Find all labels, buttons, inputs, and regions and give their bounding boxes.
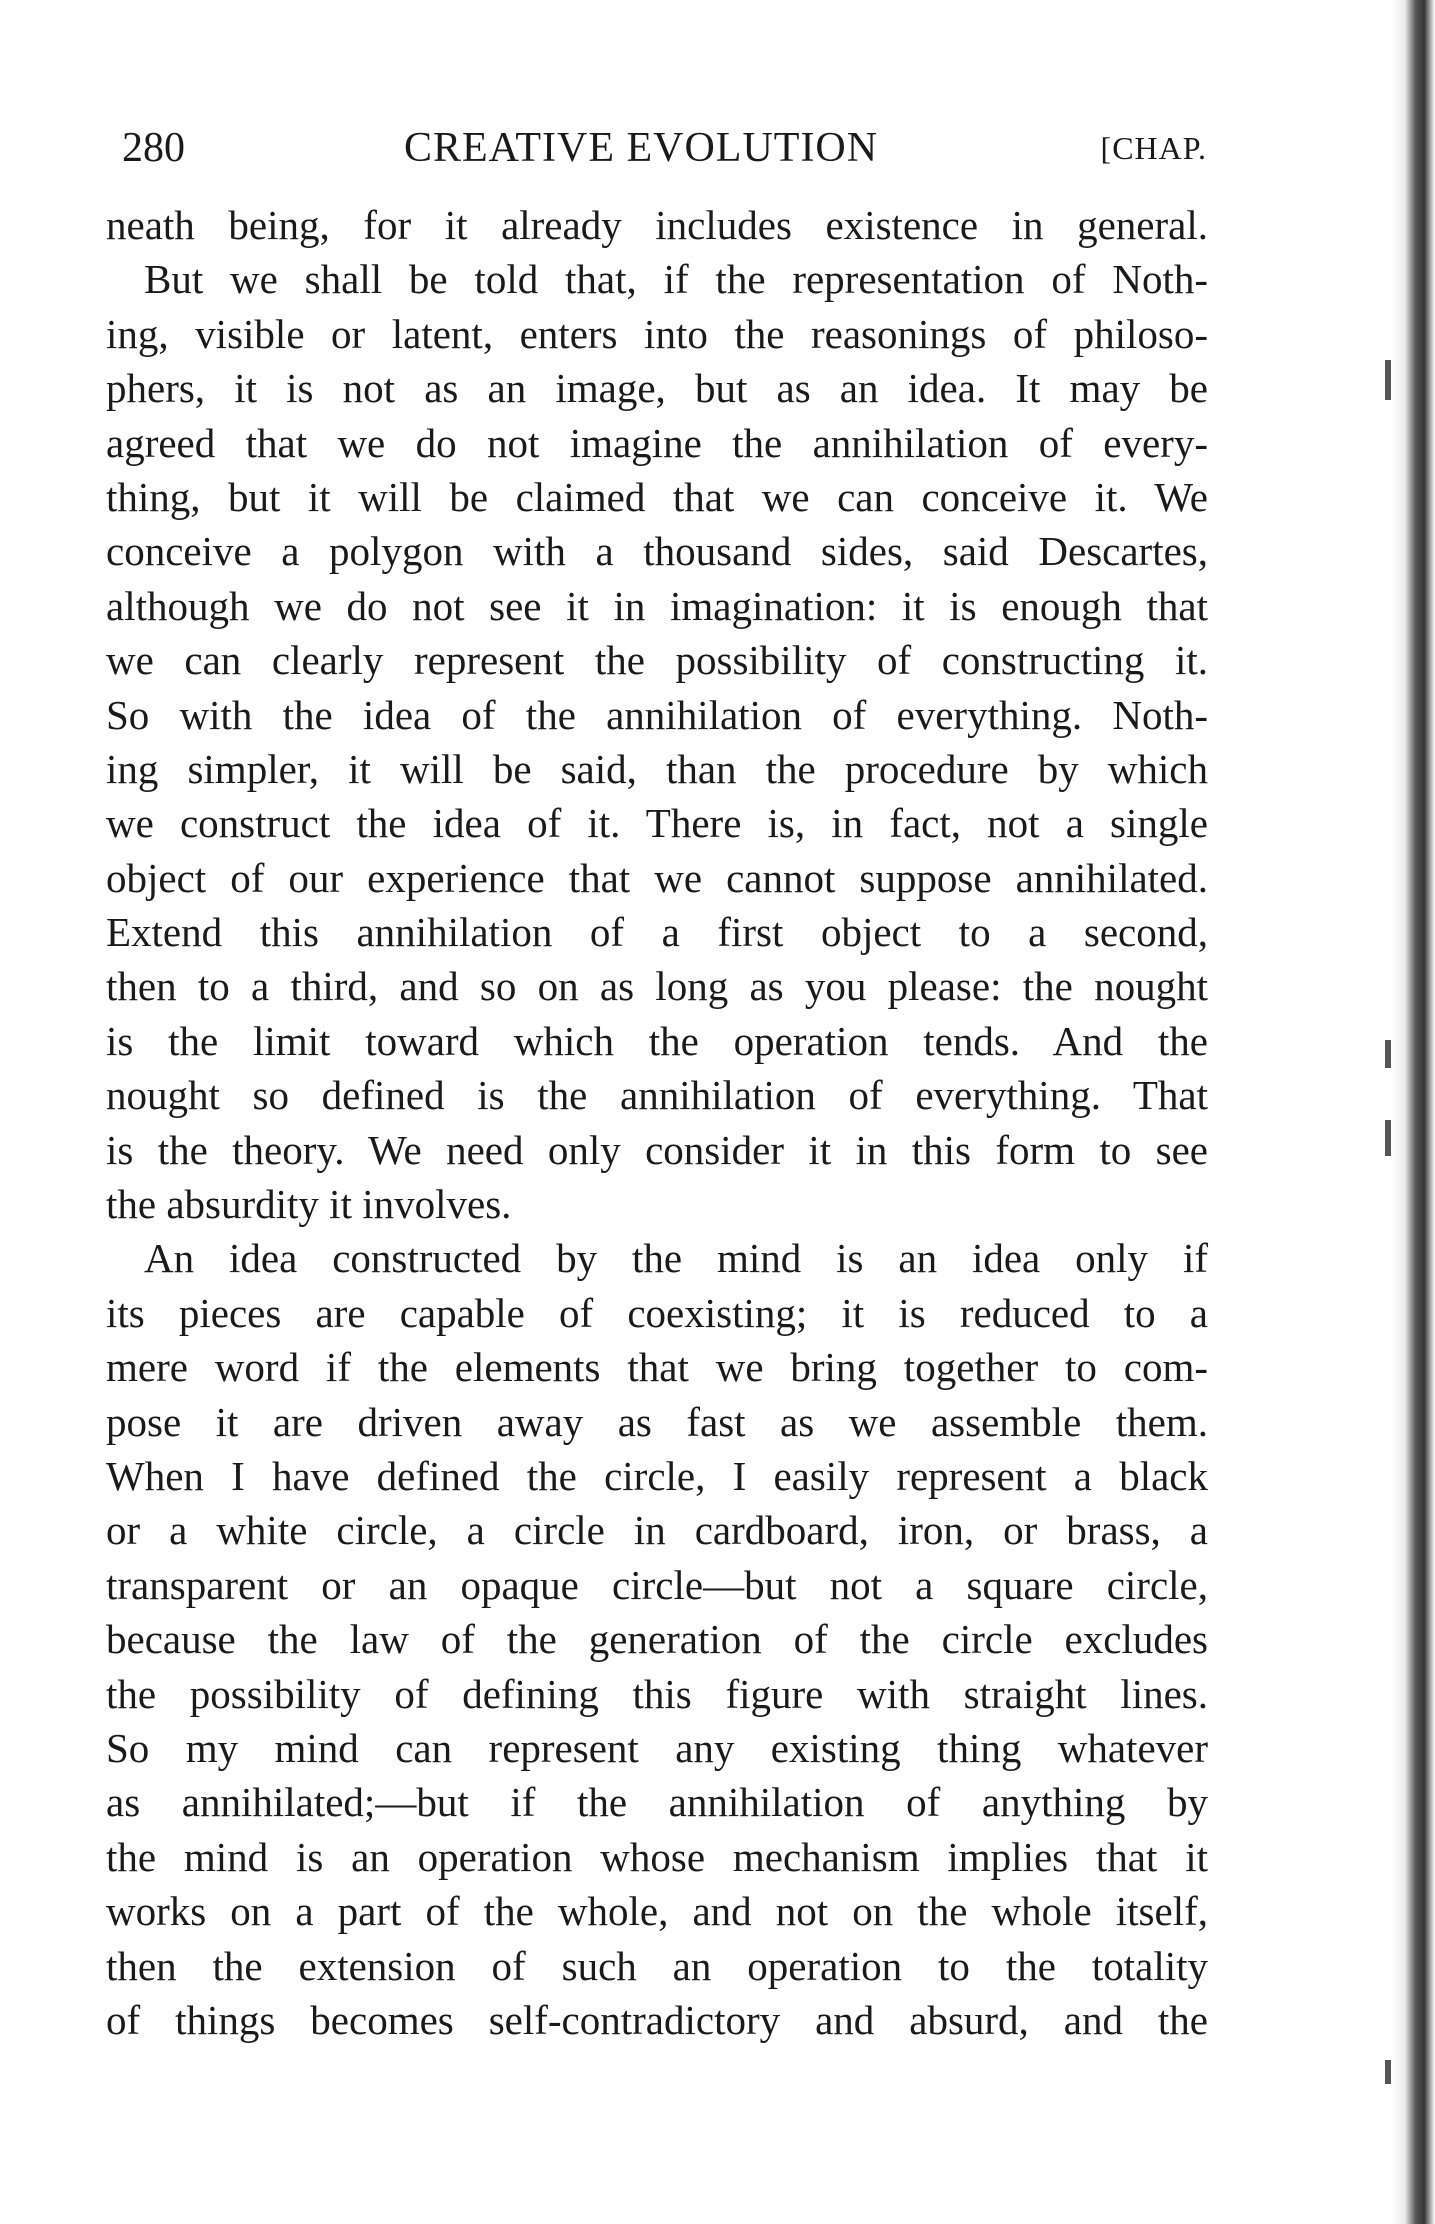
text-line: or a white circle, a circle in cardboard, iron, or brass, a — [106, 1507, 1208, 1554]
text-line: Extend this annihilation of a first object to a second, — [106, 909, 1208, 956]
text-line: although we do not see it in imagination: it is enough that — [106, 582, 1208, 629]
text-line: When I have defined the circle, I easily represent a black — [106, 1452, 1208, 1499]
text-line: object of our experience that we cannot suppose annihilated. — [106, 854, 1208, 901]
scan-artifact — [1385, 2060, 1391, 2084]
text-line: we construct the idea of it. There is, in fact, not a single — [106, 800, 1208, 847]
text-line: conceive a polygon with a thousand sides, said Descartes, — [106, 528, 1208, 575]
running-title: CREATIVE EVOLUTION — [404, 125, 879, 171]
chapter-mark: [CHAP. — [1100, 130, 1207, 166]
text-line: as annihilated;—but if the annihilation of anything by — [106, 1779, 1208, 1826]
page-binding-edge — [1392, 0, 1435, 2224]
text-line: then to a third, and so on as long as you please: the nought — [106, 963, 1208, 1010]
text-line: So with the idea of the annihilation of everything. Noth- — [106, 691, 1208, 738]
text-line: neath being, for it already includes existence in general. — [106, 202, 1208, 248]
text-line: But we shall be told that, if the representation of Noth- — [144, 256, 1208, 303]
text-line: thing, but it will be claimed that we can conceive it. We — [106, 473, 1208, 520]
text-line: of things becomes self-contradictory and absurd, and the — [106, 1996, 1208, 2043]
text-line: phers, it is not as an image, but as an idea. It may be — [106, 365, 1208, 412]
text-line: ing simpler, it will be said, than the procedure by which — [106, 745, 1208, 792]
text-line: the possibility of defining this figure with straight lines. — [106, 1670, 1208, 1717]
text-line: works on a part of the whole, and not on the whole itself, — [106, 1888, 1208, 1935]
text-line: the mind is an operation whose mechanism implies that it — [106, 1833, 1208, 1880]
scan-artifact — [1385, 1120, 1391, 1156]
text-line: is the theory. We need only consider it in this form to see — [106, 1126, 1208, 1173]
text-line: its pieces are capable of coexisting; it is reduced to a — [106, 1289, 1208, 1336]
scan-artifact — [1385, 1040, 1391, 1068]
running-head — [122, 118, 1207, 178]
text-line: So my mind can represent any existing thing whatever — [106, 1724, 1208, 1771]
text-line: mere word if the elements that we bring together to com- — [106, 1344, 1208, 1391]
text-line: ing, visible or latent, enters into the reasonings of philoso- — [106, 310, 1208, 357]
text-line: is the limit toward which the operation tends. And the — [106, 1017, 1208, 1064]
text-line: we can clearly represent the possibility of constructing it. — [106, 637, 1208, 684]
text-line: transparent or an opaque circle—but not a square circle, — [106, 1561, 1208, 1608]
text-line: because the law of the generation of the circle excludes — [106, 1616, 1208, 1663]
text-line: the absurdity it involves. — [106, 1181, 512, 1228]
scan-artifact — [1385, 360, 1391, 400]
text-line: An idea constructed by the mind is an idea only if — [144, 1235, 1208, 1282]
text-line: then the extension of such an operation to the totality — [106, 1942, 1208, 1989]
page-number: 280 — [122, 125, 185, 171]
text-line: agreed that we do not imagine the annihilation of every- — [106, 419, 1208, 466]
text-line: pose it are driven away as fast as we assemble them. — [106, 1398, 1208, 1445]
body-text — [106, 198, 1208, 2047]
text-line: nought so defined is the annihilation of everything. That — [106, 1072, 1208, 1119]
